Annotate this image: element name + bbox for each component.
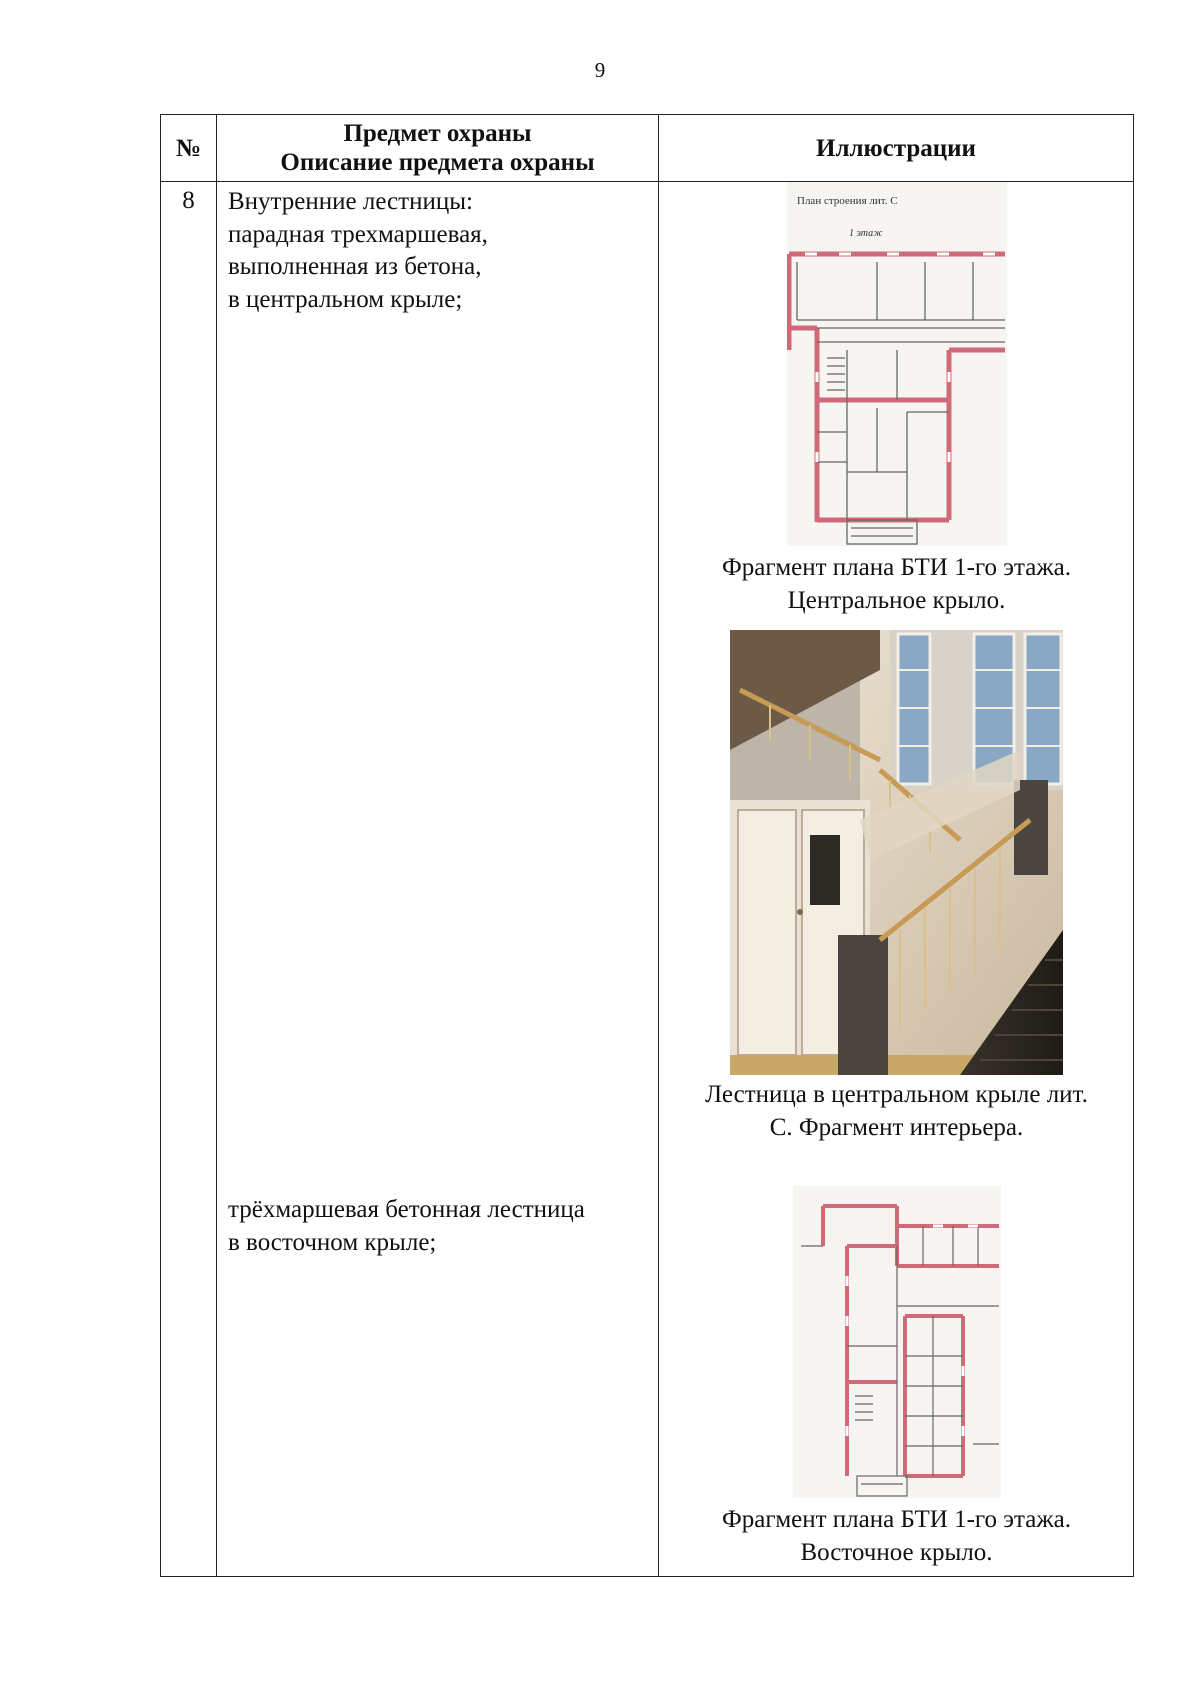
caption-east-plan: Фрагмент плана БТИ 1-го этажа. Восточное крыло. xyxy=(722,1506,1071,1566)
figure-staircase-photo xyxy=(659,630,1134,1144)
description-central-staircase: Внутренние лестницы: парадная трехмаршевая, выполненная из бетона, в центральном крыле; xyxy=(228,188,488,313)
header-description-line1: Предмет охраны xyxy=(343,120,532,147)
row-number: 8 xyxy=(161,182,217,1577)
caption-staircase-photo: Лестница в центральном крыле лит. С. Фрагмент интерьера. xyxy=(705,1081,1088,1141)
header-description-line2: Описание предмета охраны xyxy=(280,149,595,176)
table-header-row xyxy=(161,115,1134,182)
row-description xyxy=(217,182,659,1577)
protection-table xyxy=(160,114,1134,1577)
staircase-photo-image xyxy=(730,630,1063,1075)
plan-floor-label: 1 этаж xyxy=(848,228,882,239)
east-plan-drawing xyxy=(793,1186,1001,1498)
staircase-photo-drawing xyxy=(730,630,1063,1075)
plan-title: План строения лит. С xyxy=(796,195,898,207)
description-east-staircase: трёхмаршевая бетонная лестница в восточном крыле; xyxy=(228,1196,585,1256)
caption-central-plan: Фрагмент плана БТИ 1-го этажа. Центральное крыло. xyxy=(722,554,1071,614)
header-number: № xyxy=(161,115,217,182)
table-row xyxy=(161,182,1134,1577)
figure-central-plan xyxy=(659,182,1134,617)
figure-east-plan xyxy=(659,1186,1134,1569)
header-illustrations: Иллюстрации xyxy=(659,115,1134,182)
central-floor-plan-image xyxy=(787,182,1007,546)
page-number: 9 xyxy=(594,58,606,82)
east-floor-plan-image xyxy=(793,1186,1001,1498)
header-description xyxy=(217,115,659,182)
row-illustrations xyxy=(659,182,1134,1577)
floor-plan-drawing xyxy=(787,182,1007,546)
